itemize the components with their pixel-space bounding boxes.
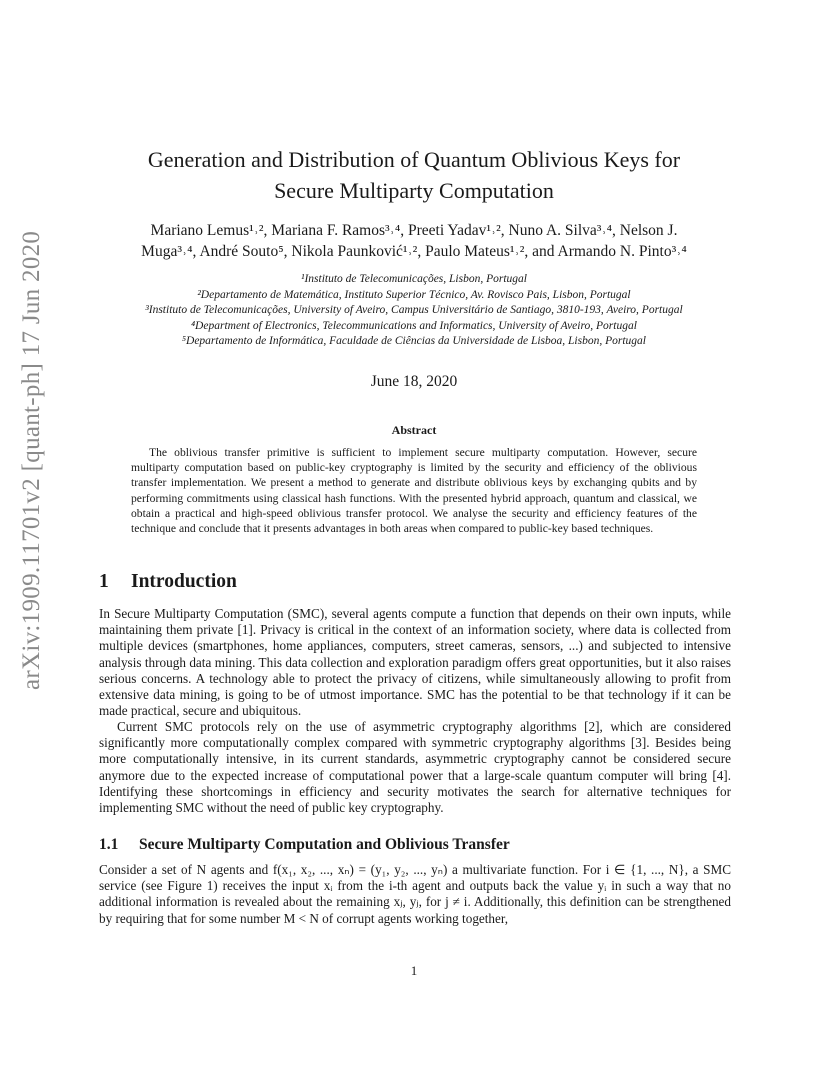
subsection-heading	[99, 836, 510, 854]
affiliation-2: ²Departamento de Matemática, Instituto Superior Técnico, Av. Rovisco Pais, Lisbon, Portugal	[197, 288, 631, 301]
paragraph-3: Consider a set of N agents and f(x₁, x₂, ..., xₙ) = (y₁, y₂, ..., yₙ) a multivariate function. For i ∈ {1, ..., N}, a SMC service (see Figure 1) receives the input xᵢ from the i-th agent and outputs back the value yᵢ in such a way that no additional information is revealed about the remaining xⱼ, yⱼ, for j ≠ i. Additionally, this definition can be strengthened by requiring that for some number M < N of corrupt agents working together,	[99, 862, 731, 926]
authors-line-2: Muga³˒⁴, André Souto⁵, Nikola Paunković¹˒², Paulo Mateus¹˒², and Armando N. Pinto³˒⁴	[141, 243, 687, 260]
abstract-heading: Abstract	[391, 423, 437, 437]
title-line-2: Secure Multiparty Computation	[274, 178, 554, 203]
affiliation-5: ⁵Departamento de Informática, Faculdade de Ciências da Universidade de Lisboa, Lisbon, Portugal	[182, 335, 646, 348]
title-line-1: Generation and Distribution of Quantum Oblivious Keys for	[147, 147, 681, 172]
paper-title	[100, 144, 728, 206]
subsection-number: 1.1	[99, 836, 119, 853]
page-number: 1	[410, 963, 418, 978]
subsection-title: Secure Multiparty Computation and Oblivious Transfer	[139, 836, 510, 853]
paragraph-1: In Secure Multiparty Computation (SMC), several agents compute a function that depends on their own inputs, while maintaining them private [1]. Privacy is critical in the context of an information society, where data is collected from multiple devices (smartphones, home appliances, computers, street cameras, sensors, ...) and subjected to intensive analysis through data mining. This data collection and exploration paradigm offers great opportunities, but it also raises serious concerns. A technology able to protect the privacy of citizens, while simultaneously allowing to profit from extensive data mining, is going to be of utmost importance. SMC has the potential to be that technology if it can be made practical, secure and ubiquitous.	[99, 606, 731, 719]
affiliation-3: ³Instituto de Telecomunicações, University of Aveiro, Campus Universitário de Santiago, 3810-193, Aveiro, Portugal	[145, 304, 683, 317]
affiliations	[90, 272, 738, 350]
affiliation-4: ⁴Department of Electronics, Telecommunications and Informatics, University of Aveiro, Portugal	[191, 319, 637, 332]
publication-date: June 18, 2020	[370, 373, 458, 390]
section-number: 1	[99, 571, 109, 592]
section-title: Introduction	[131, 571, 237, 592]
arxiv-identifier: arXiv:1909.11701v2 [quant-ph] 17 Jun 2020	[18, 230, 45, 690]
paragraph-2: Current SMC protocols rely on the use of asymmetric cryptography algorithms [2], which are considered significantly more computationally complex compared with symmetric cryptography algorithms [3]. Besides being more computationally intensive, in its current standards, asymmetric cryptography cannot be considered secure anymore due to the expected increase of computational power that a large-scale quantum computer will bring [4]. Identifying these shortcomings in efficiency and security motivates the search for alternative techniques for implementing SMC without the need of public key cryptography.	[99, 719, 731, 816]
abstract-text: The oblivious transfer primitive is sufficient to implement secure multiparty computation. However, secure multiparty computation based on public-key cryptography is limited by the security and efficiency of the oblivious transfer implementation. We present a method to generate and distribute oblivious keys by exchanging qubits and by performing commitments using classical hash functions. With the presented hybrid approach, quantum and classical, we obtain a practical and high-speed oblivious transfer protocol. We analyse the security and efficiency features of the technique and conclude that it presents advantages in both areas when compared to public-key based techniques.	[131, 446, 697, 536]
affiliation-1: ¹Instituto de Telecomunicações, Lisbon, Portugal	[301, 273, 527, 285]
section-heading	[99, 571, 237, 593]
authors-line-1: Mariano Lemus¹˒², Mariana F. Ramos³˒⁴, Preeti Yadav¹˒², Nuno A. Silva³˒⁴, Nelson J.	[150, 222, 678, 239]
author-list	[100, 220, 728, 262]
